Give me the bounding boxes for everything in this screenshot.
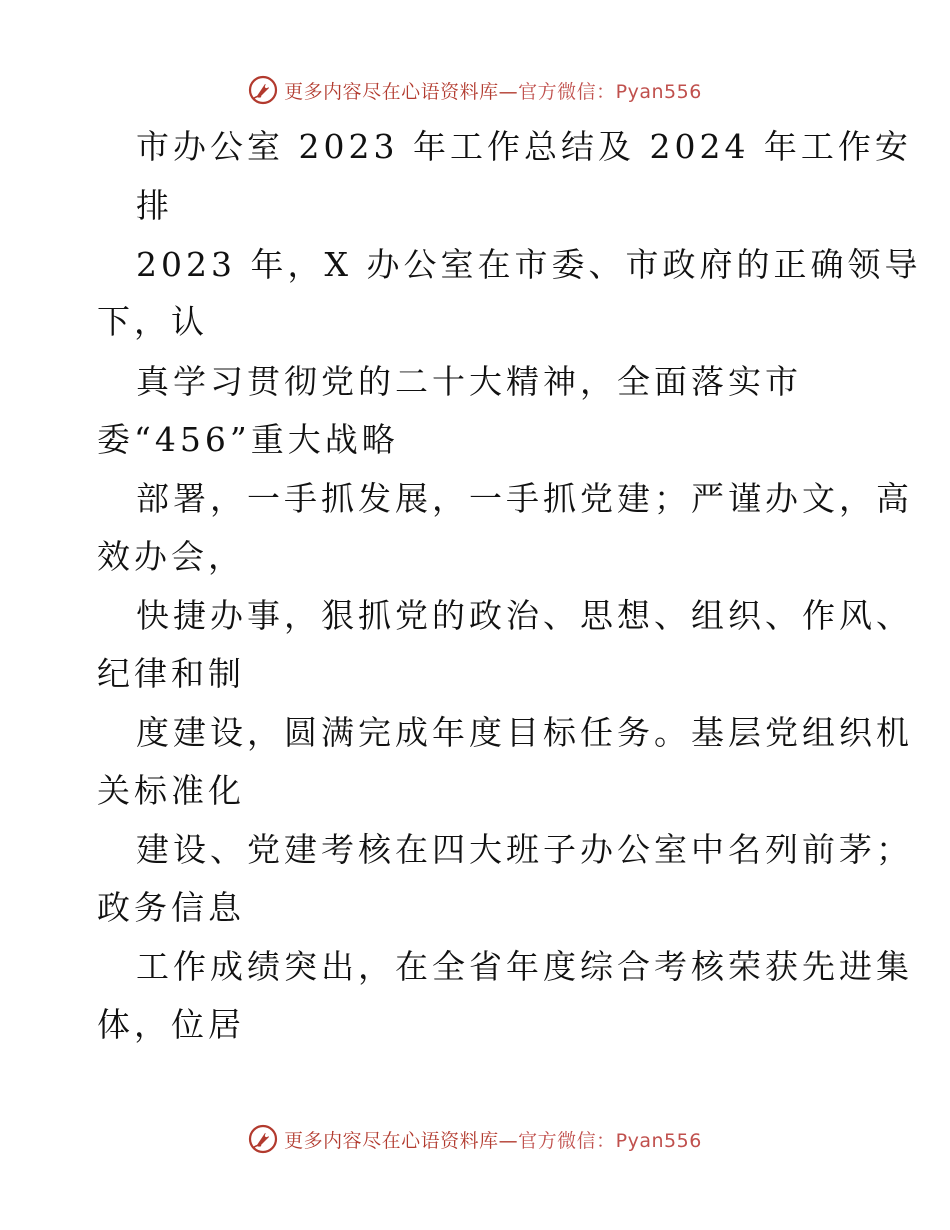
document-title-line-1: 市办公室 2023 年工作总结及 2024 年工作安 (136, 127, 912, 166)
paragraph-line: 真学习贯彻党的二十大精神，全面落实市 (136, 362, 802, 401)
paragraph-line: 工作成绩突出，在全省年度综合考核荣获先进集 (136, 947, 913, 986)
paragraph-line: 度建设，圆满完成年度目标任务。基层党组织机 (136, 713, 913, 752)
paragraph-line: 2023 年，X 办公室在市委、市政府的正确领导 (136, 245, 922, 284)
banner-wechat-text: 官方微信：Pyan556 (518, 1129, 702, 1152)
banner-main-text: 更多内容尽在心语资料库 (284, 1129, 499, 1152)
paragraph-line: 委“456”重大战略 (97, 420, 399, 459)
paragraph-line: 纪律和制 (97, 654, 245, 693)
pen-nib-logo-icon (248, 75, 278, 105)
paragraph-line: 政务信息 (97, 888, 245, 927)
banner-dash: — (498, 80, 519, 103)
paragraph-line: 下，认 (97, 302, 208, 341)
paragraph-line: 快捷办事，狠抓党的政治、思想、组织、作风、 (136, 596, 913, 635)
paragraph-line: 关标准化 (97, 771, 245, 810)
header-banner (0, 72, 950, 108)
pen-nib-logo-icon (248, 1124, 278, 1154)
banner-text (284, 1126, 702, 1153)
paragraph-line: 建设、党建考核在四大班子办公室中名列前茅； (136, 830, 913, 869)
banner-main-text: 更多内容尽在心语资料库 (284, 80, 499, 103)
paragraph-line: 部署，一手抓发展，一手抓党建；严谨办文，高 (136, 479, 913, 518)
footer-banner (0, 1121, 950, 1157)
paragraph-line: 体，位居 (97, 1005, 245, 1044)
banner-dash: — (498, 1129, 519, 1152)
banner-text (284, 77, 702, 104)
banner-wechat-text: 官方微信：Pyan556 (518, 80, 702, 103)
paragraph-line: 效办会， (97, 537, 245, 576)
document-title-line-2: 排 (136, 186, 173, 225)
